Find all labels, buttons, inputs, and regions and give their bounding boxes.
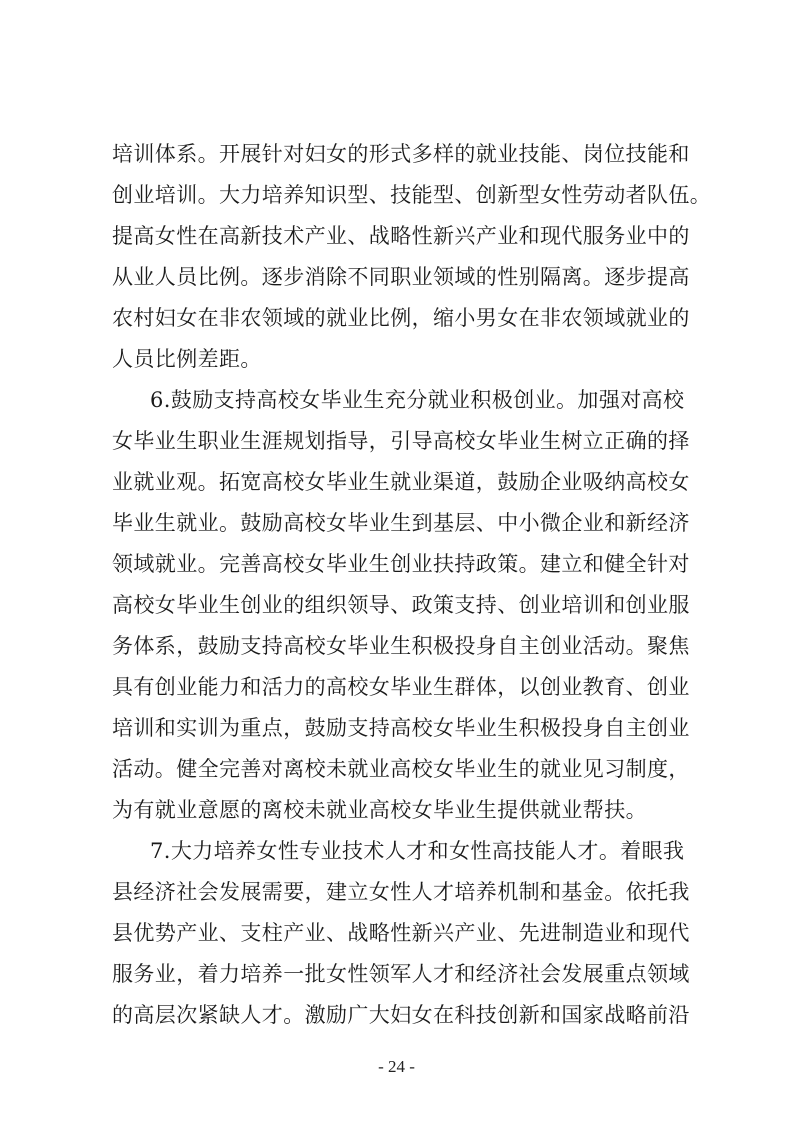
text-line: 活动。健全完善对离校未就业高校女毕业生的就业见习制度， [112,757,690,781]
text-line: 人员比例差距。 [112,347,262,371]
text-line: 6.鼓励支持高校女毕业生充分就业积极创业。加强对高校 [150,388,685,412]
text-line: 的高层次紧缺人才。激励广大妇女在科技创新和国家战略前沿 [112,1003,690,1027]
text-line: 提高女性在高新技术产业、战略性新兴产业和现代服务业中的 [112,224,690,248]
text-line: 创业培训。大力培养知识型、技能型、创新型女性劳动者队伍。 [112,183,712,207]
text-line: 农村妇女在非农领域的就业比例，缩小男女在非农领域就业的 [112,306,690,330]
text-line: 县优势产业、支柱产业、战略性新兴产业、先进制造业和现代 [112,921,690,945]
text-line: 服务业，着力培养一批女性领军人才和经济社会发展重点领域 [112,962,690,986]
text-line: 具有创业能力和活力的高校女毕业生群体，以创业教育、创业 [112,675,690,699]
text-line: 女毕业生职业生涯规划指导，引导高校女毕业生树立正确的择 [112,429,690,453]
text-line: 县经济社会发展需要，建立女性人才培养机制和基金。依托我 [112,880,690,904]
text-line: 培训和实训为重点，鼓励支持高校女毕业生积极投身自主创业 [112,716,690,740]
body-text [112,134,712,1036]
text-line: 务体系，鼓励支持高校女毕业生积极投身自主创业活动。聚焦 [112,634,690,658]
text-line: 从业人员比例。逐步消除不同职业领域的性别隔离。逐步提高 [112,265,690,289]
text-line: 7.大力培养女性专业技术人才和女性高技能人才。着眼我 [150,839,685,863]
text-line: 为有就业意愿的离校未就业高校女毕业生提供就业帮扶。 [112,798,647,822]
text-line: 毕业生就业。鼓励高校女毕业生到基层、中小微企业和新经济 [112,511,690,535]
page-number: - 24 - [378,1057,415,1076]
text-line: 培训体系。开展针对妇女的形式多样的就业技能、岗位技能和 [112,142,690,166]
text-line: 高校女毕业生创业的组织领导、政策支持、创业培训和创业服 [112,593,690,617]
text-line: 业就业观。拓宽高校女毕业生就业渠道，鼓励企业吸纳高校女 [112,470,690,494]
text-line: 领域就业。完善高校女毕业生创业扶持政策。建立和健全针对 [112,552,690,576]
